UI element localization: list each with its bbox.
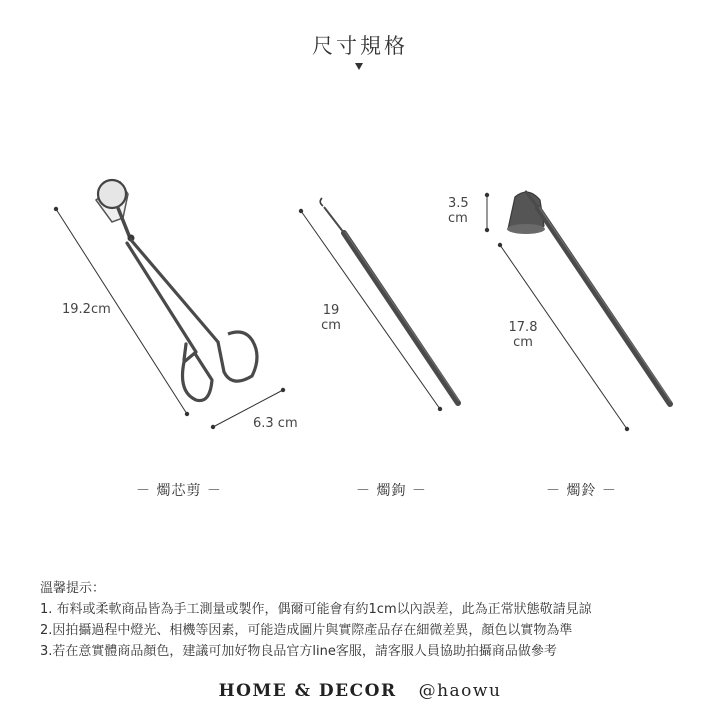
wick-hook-caption: － 燭鉤 － bbox=[356, 483, 427, 499]
candle-snuffer-height-unit: cm bbox=[448, 211, 468, 226]
wick-trimmer-image bbox=[96, 180, 257, 401]
notes-item: 1. 布料或柔軟商品皆為手工測量或製作，偶爾可能會有約1cm以內誤差，此為正常狀態敬請見諒 bbox=[40, 602, 592, 617]
brand-handle: @haowu bbox=[418, 681, 502, 701]
section-title: 尺寸規格 bbox=[312, 34, 408, 58]
wick-hook-image bbox=[320, 198, 459, 403]
notes-item: 3.若在意實體商品顏色，建議可加好物良品官方line客服，請客服人員協助拍攝商品做參考 bbox=[40, 644, 557, 659]
footer bbox=[0, 681, 720, 701]
candle-snuffer-height-line bbox=[485, 193, 489, 232]
wick-trimmer-width-label: 6.3 cm bbox=[253, 416, 298, 431]
candle-snuffer-length-label bbox=[506, 320, 540, 350]
notes-heading: 溫馨提示： bbox=[40, 581, 106, 596]
wick-trimmer-length-label: 19.2cm bbox=[62, 302, 111, 317]
wick-hook-length-value: 19 bbox=[322, 303, 340, 318]
candle-snuffer-image bbox=[507, 192, 671, 404]
wick-hook-length-label bbox=[318, 303, 344, 333]
wick-hook-length-unit: cm bbox=[321, 318, 341, 333]
candle-snuffer-length-value: 17.8 bbox=[508, 320, 538, 335]
wick-trimmer-caption: － 燭芯剪 － bbox=[136, 483, 222, 499]
notes-section bbox=[40, 578, 592, 662]
candle-snuffer-height-label bbox=[448, 196, 469, 226]
notes-item: 2.因拍攝過程中燈光、相機等因素，可能造成圖片與實際產品存在細微差異，顏色以實物為準 bbox=[40, 623, 573, 638]
candle-snuffer-length-unit: cm bbox=[513, 335, 533, 350]
candle-snuffer-caption: － 燭鈴 － bbox=[546, 483, 617, 499]
brand-name: HOME & DECOR bbox=[218, 681, 397, 701]
candle-snuffer-height-value: 3.5 bbox=[448, 196, 469, 211]
